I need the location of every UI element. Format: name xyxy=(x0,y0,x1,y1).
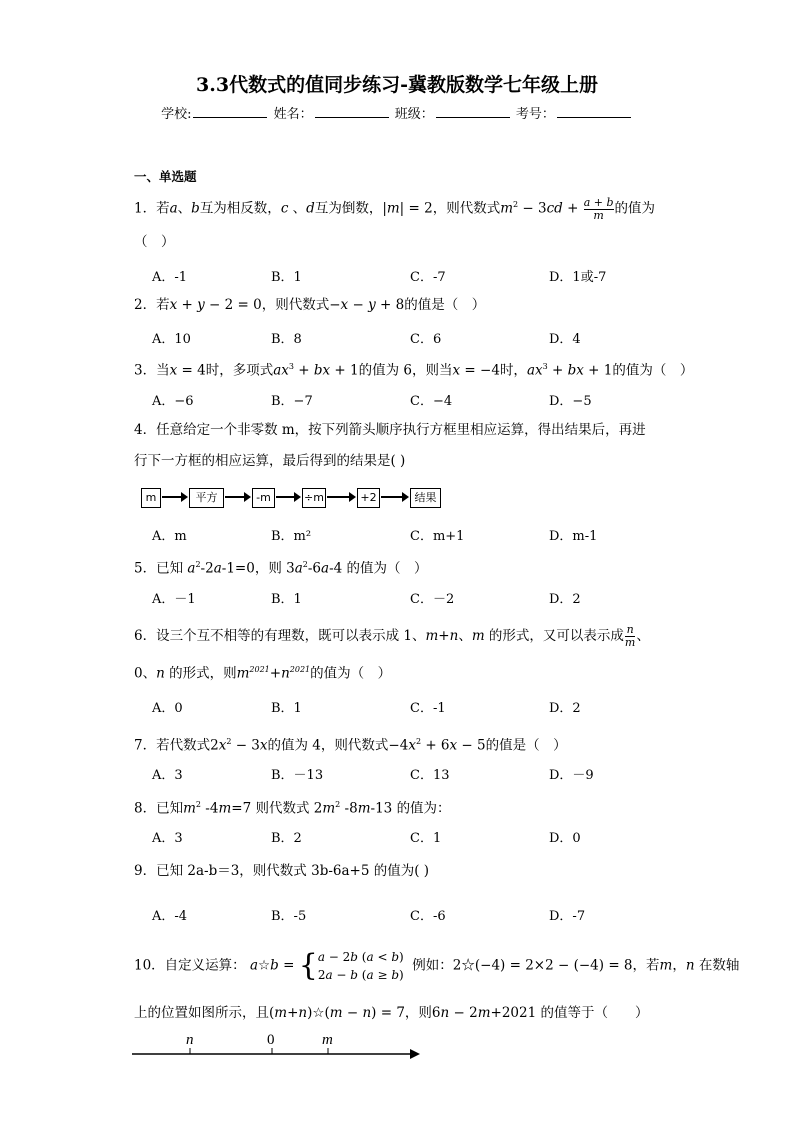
q8-option-c[interactable]: C．1 xyxy=(410,831,442,846)
class-blank xyxy=(436,104,510,118)
question-7-stem: 7．若代数式$2x^2 - 3x$的值为 4，则代数式$-4x^2 + 6x - 5$的值是（ ） xyxy=(134,737,567,754)
q6-option-d[interactable]: D．2 xyxy=(549,701,581,716)
q4-option-a[interactable]: A．m xyxy=(152,529,187,544)
question-2-stem: 2．若x + y − 2 = 0，则代数式−x − y + 8的值是（ ） xyxy=(134,297,486,313)
section-heading: 一、单选题 xyxy=(134,169,197,184)
q7-option-d[interactable]: D．－9 xyxy=(549,768,594,783)
flow-arrow xyxy=(162,496,182,498)
q2-option-d[interactable]: D．4 xyxy=(549,332,581,347)
flow-arrow xyxy=(327,496,350,498)
question-3-stem: 3．当x = 4时，多项式$ax^3$ + bx + 1的值为 6，则当x = −4时，$ax^3$ + bx + 1的值为（ ） xyxy=(134,362,694,379)
number-line xyxy=(130,1030,430,1062)
question-6-line-1: 6．设三个互不相等的有理数，既可以表示成 1、m+n、m 的形式，又可以表示成 $\frac{n}{m}$ 、 xyxy=(134,623,650,649)
flow-box-square: 平方 xyxy=(189,488,224,508)
flow-box-divide-m: ÷m xyxy=(302,488,326,508)
q8-option-d[interactable]: D．0 xyxy=(549,831,581,846)
q3-option-c[interactable]: C．−4 xyxy=(410,394,453,409)
q2-option-b[interactable]: B．8 xyxy=(271,332,302,347)
q1-option-d[interactable]: D．1或-7 xyxy=(549,270,607,285)
student-info-line xyxy=(0,103,794,122)
q4-option-b[interactable]: B．m² xyxy=(271,529,312,544)
axis-label-m: m xyxy=(322,1032,333,1048)
axis-label-0: 0 xyxy=(267,1032,275,1048)
q3-option-a[interactable]: A．−6 xyxy=(152,394,194,409)
question-4-line-1: 4．任意给定一个非零数 m，按下列箭头顺序执行方框里相应运算，得出结果后，再进 xyxy=(134,422,646,438)
flow-arrow xyxy=(225,496,245,498)
q2-option-c[interactable]: C．6 xyxy=(410,332,442,347)
q1-option-a[interactable]: A．-1 xyxy=(152,270,188,285)
number-label: 考号： xyxy=(515,107,555,122)
q4-option-c[interactable]: C．m+1 xyxy=(410,529,465,544)
question-9-stem: 9．已知 2a-b＝3，则代数式 3b-6a+5 的值为( ) xyxy=(134,863,430,879)
school-blank xyxy=(193,104,267,118)
piecewise-definition: a − 2b (a < b) 2a − b (a ≥ b) xyxy=(317,950,404,982)
q1-option-b[interactable]: B．1 xyxy=(271,270,302,285)
q9-option-a[interactable]: A．-4 xyxy=(152,909,188,924)
q3-option-d[interactable]: D．−5 xyxy=(549,394,592,409)
axis-arrowhead xyxy=(410,1049,420,1059)
number-blank xyxy=(557,104,631,118)
q5-option-c[interactable]: C．－2 xyxy=(410,592,455,607)
q7-option-c[interactable]: C．13 xyxy=(410,768,450,783)
flow-box-result: 结果 xyxy=(410,488,441,508)
q7-option-a[interactable]: A．3 xyxy=(152,768,183,783)
question-5-stem: 5．已知 $a^2-2a-1=0$，则 $3a^2-6a-4$ 的值为（ ） xyxy=(134,560,428,577)
q6-option-b[interactable]: B．1 xyxy=(271,701,302,716)
q9-option-c[interactable]: C．-6 xyxy=(410,909,446,924)
flow-box-minus-m: -m xyxy=(252,488,275,508)
q2-option-a[interactable]: A．10 xyxy=(152,332,191,347)
q7-option-b[interactable]: B．－13 xyxy=(271,768,324,783)
q5-option-a[interactable]: A．－1 xyxy=(152,592,196,607)
question-8-stem: 8．已知$m^2$ -4m=7 则代数式 $2m^2$ -8m-13 的值为： xyxy=(134,800,451,817)
flow-box-m: m xyxy=(141,488,161,508)
question-10-line-2: 上的位置如图所示，且(m+n)☆(m − n) = 7，则6n − 2m+2021 的值等于（ ） xyxy=(134,1005,649,1021)
question-4-line-2: 行下一方框的相应运算，最后得到的结果是( ) xyxy=(134,453,406,469)
name-label: 姓名： xyxy=(273,107,313,122)
question-10-line-1: 10．自定义运算： a☆b = {a − 2b (a < b) 2a − b (a ≥ b) 例如：2☆(−4) = 2×2 − (−4) = 8，若m，n 在数轴 xyxy=(134,948,740,983)
page-title: 3.3代数式的值同步练习-冀教版数学七年级上册 xyxy=(196,74,598,96)
q6-option-a[interactable]: A．0 xyxy=(152,701,183,716)
q4-option-d[interactable]: D．m-1 xyxy=(549,529,598,544)
axis-label-n: n xyxy=(186,1032,194,1048)
q6-option-c[interactable]: C．-1 xyxy=(410,701,446,716)
flow-arrow xyxy=(381,496,403,498)
q1-option-c[interactable]: C．-7 xyxy=(410,270,446,285)
name-blank xyxy=(315,104,389,118)
q8-option-b[interactable]: B．2 xyxy=(271,831,302,846)
q9-option-d[interactable]: D．-7 xyxy=(549,909,586,924)
question-1-stem: 1．若a、b互为相反数，c 、d互为倒数，|m| = 2，则代数式$m^2 - 3cd$ + $\frac{a + b}{m}$ 的值为 xyxy=(134,195,656,222)
q9-option-b[interactable]: B．-5 xyxy=(271,909,307,924)
flow-arrow xyxy=(276,496,295,498)
q5-option-d[interactable]: D．2 xyxy=(549,592,581,607)
question-1-paren: （ ） xyxy=(134,234,175,250)
q8-option-a[interactable]: A．3 xyxy=(152,831,183,846)
class-label: 班级： xyxy=(394,107,434,122)
q5-option-b[interactable]: B．1 xyxy=(271,592,302,607)
question-6-line-2: 0、n 的形式，则$m^{2021}+n^{2021}$的值为（ ） xyxy=(134,665,392,682)
school-label: 学校: xyxy=(161,107,192,122)
flow-box-plus-2: +2 xyxy=(357,488,380,508)
q3-option-b[interactable]: B．−7 xyxy=(271,394,313,409)
